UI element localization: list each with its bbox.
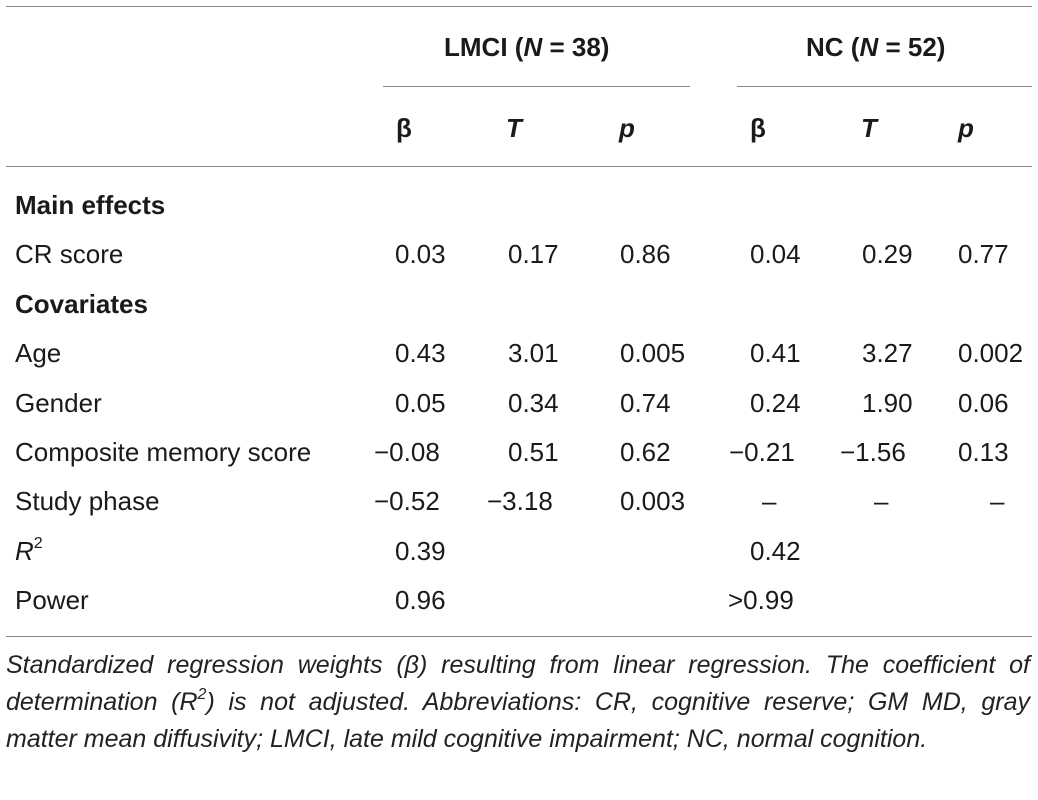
cell-lmci-p: 0.74: [620, 388, 671, 418]
nc-group-name: NC: [806, 32, 844, 62]
cell-nc-p: 0.06: [958, 388, 1009, 418]
row-label-r-squared: [15, 536, 43, 566]
lmci-group-header: LMCI (N = 38): [444, 32, 610, 62]
section-covariates: Covariates: [15, 289, 148, 319]
cell-lmci-p: 0.003: [620, 486, 686, 516]
cell-lmci-beta: 0.39: [395, 536, 446, 566]
cell-nc-beta: 0.24: [750, 388, 801, 418]
cell-nc-t: –: [874, 486, 889, 516]
col-header-lmci-p: p: [619, 113, 635, 143]
lmci-n-value: = 38): [549, 32, 610, 62]
header-rule: [6, 166, 1032, 167]
cell-lmci-beta: 0.43: [395, 338, 446, 368]
row-label-age: Age: [15, 338, 62, 368]
cell-lmci-beta: 0.96: [395, 585, 446, 615]
cell-lmci-beta: −0.08: [374, 437, 440, 467]
footnote-r-symbol: R: [179, 688, 198, 716]
row-label-power: Power: [15, 585, 89, 615]
top-rule: [6, 6, 1032, 7]
col-header-nc-t: T: [861, 113, 877, 143]
row-label-gender: Gender: [15, 388, 102, 418]
row-label-cr-score: CR score: [15, 239, 124, 269]
cell-nc-p: 0.77: [958, 239, 1009, 269]
bottom-rule: [6, 636, 1032, 637]
nc-n-label: N: [859, 32, 879, 62]
cell-lmci-beta: 0.05: [395, 388, 446, 418]
cell-nc-t: 1.90: [862, 388, 913, 418]
table-footnote: [6, 647, 1030, 758]
cell-nc-p: 0.13: [958, 437, 1009, 467]
cell-lmci-p: 0.62: [620, 437, 671, 467]
cell-nc-p: 0.002: [958, 338, 1024, 368]
cell-nc-beta: 0.41: [750, 338, 801, 368]
cell-lmci-t: 0.51: [508, 437, 559, 467]
nc-n-value: = 52): [885, 32, 946, 62]
footnote-part1: Standardized regression weights (β) resulting from linear regression. The coefficient of determination (: [6, 651, 1030, 716]
lmci-group-underline: [383, 86, 690, 87]
lmci-n-label: N: [523, 32, 543, 62]
cell-lmci-beta: −0.52: [374, 486, 440, 516]
cell-nc-beta: 0.04: [750, 239, 801, 269]
cell-nc-t: 3.27: [862, 338, 913, 368]
section-main-effects: Main effects: [15, 190, 166, 220]
cell-lmci-p: 0.005: [620, 338, 686, 368]
footnote-r-superscript: 2: [197, 685, 207, 703]
r-symbol: R: [15, 536, 34, 566]
col-header-lmci-beta: β: [396, 113, 412, 143]
cell-lmci-t: −3.18: [487, 486, 553, 516]
cell-nc-beta: 0.42: [750, 536, 801, 566]
cell-lmci-t: 3.01: [508, 338, 559, 368]
nc-group-underline: [737, 86, 1032, 87]
cell-nc-beta: –: [762, 486, 777, 516]
footnote-part2: ) is not adjusted. Abbreviations: CR, cognitive reserve; GM MD, gray matter mean diffusivity; LMCI, late mild cognitive impairment; NC, normal cognition.: [6, 688, 1031, 753]
cell-nc-beta: −0.21: [729, 437, 795, 467]
col-header-lmci-t: T: [506, 113, 522, 143]
cell-nc-beta: >0.99: [728, 585, 794, 615]
cell-lmci-beta: 0.03: [395, 239, 446, 269]
nc-group-header: NC (N = 52): [806, 32, 946, 62]
cell-lmci-t: 0.34: [508, 388, 559, 418]
cell-lmci-p: 0.86: [620, 239, 671, 269]
lmci-group-name: LMCI: [444, 32, 508, 62]
cell-lmci-t: 0.17: [508, 239, 559, 269]
cell-nc-t: 0.29: [862, 239, 913, 269]
col-header-nc-beta: β: [750, 113, 766, 143]
row-label-study-phase: Study phase: [15, 486, 160, 516]
col-header-nc-p: p: [958, 113, 974, 143]
r-superscript: 2: [33, 535, 43, 553]
cell-nc-t: −1.56: [840, 437, 906, 467]
row-label-composite-memory-score: Composite memory score: [15, 437, 312, 467]
cell-nc-p: –: [990, 486, 1005, 516]
